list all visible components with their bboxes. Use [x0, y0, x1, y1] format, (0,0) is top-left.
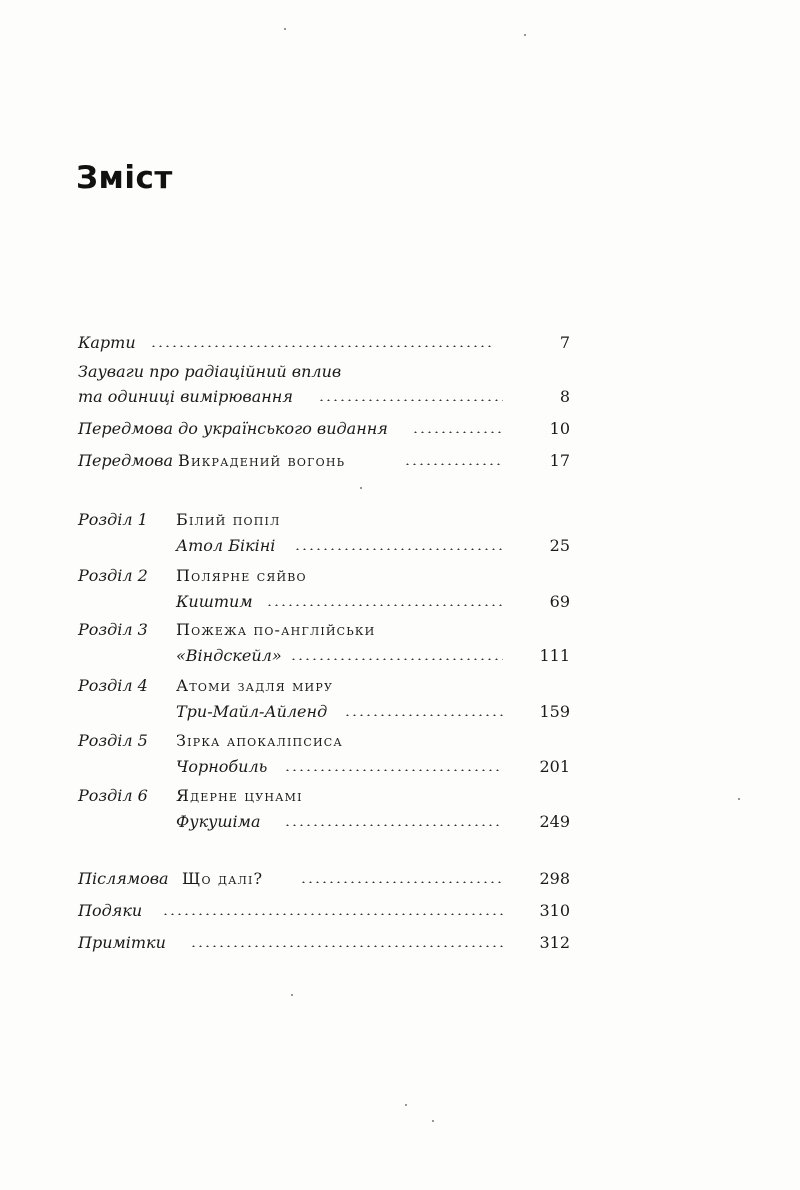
- scan-speck: [524, 34, 526, 36]
- leader-dots: [300, 881, 503, 883]
- toc-entry-label: Передмова: [78, 451, 174, 470]
- toc-chapter-6[interactable]: [0, 786, 800, 846]
- scan-speck: [738, 798, 740, 800]
- toc-entry-foreword[interactable]: [0, 451, 800, 477]
- toc-entry-title: Примітки: [78, 933, 166, 952]
- chapter-place: «Віндскейл»: [176, 646, 282, 665]
- chapter-label: Розділ 2: [78, 566, 148, 585]
- chapter-label: Розділ 5: [78, 731, 148, 750]
- chapter-place: Чорнобиль: [176, 757, 268, 776]
- toc-chapter-5[interactable]: [0, 731, 800, 791]
- chapter-place: Фукушіма: [176, 812, 261, 831]
- toc-entry-title: Зауваги про радіаційний вплив: [78, 362, 342, 381]
- leader-dots: [404, 463, 503, 465]
- toc-entry-ukrainian-foreword[interactable]: [0, 419, 800, 445]
- chapter-label: Розділ 4: [78, 676, 148, 695]
- toc-entry-label: Післямова: [78, 869, 169, 888]
- toc-page-number: 201: [539, 757, 570, 776]
- chapter-label: Розділ 3: [78, 620, 148, 639]
- scan-speck: [284, 28, 286, 30]
- toc-chapter-2[interactable]: [0, 566, 800, 626]
- scan-speck: [405, 1104, 407, 1106]
- toc-entry-subtitle: Що далі?: [182, 869, 264, 888]
- toc-entry-title: та одиниці вимірювання: [78, 387, 293, 406]
- leader-dots: [344, 714, 503, 716]
- toc-page-number: 69: [549, 592, 570, 611]
- scan-speck: [459, 945, 461, 947]
- toc-page-number: 298: [539, 869, 570, 888]
- leader-dots: [162, 913, 503, 915]
- scan-speck: [291, 994, 293, 996]
- leader-dots: [266, 604, 503, 606]
- chapter-label: Розділ 1: [78, 510, 148, 529]
- scan-speck: [432, 1120, 434, 1122]
- toc-chapter-1[interactable]: [0, 510, 800, 570]
- toc-page-number: 25: [549, 536, 570, 555]
- toc-entry-title: Подяки: [78, 901, 143, 920]
- toc-page-number: 10: [549, 419, 570, 438]
- toc-entry-acknowledgements[interactable]: [0, 901, 800, 927]
- chapter-heading: Атоми задля миру: [176, 676, 334, 695]
- toc-page-number: 159: [539, 702, 570, 721]
- chapter-heading: Полярне сяйво: [176, 566, 307, 585]
- chapter-heading: Ядерне цунамі: [176, 786, 303, 805]
- scan-speck: [360, 487, 362, 489]
- leader-dots: [284, 769, 503, 771]
- toc-page-number: 17: [549, 451, 570, 470]
- toc-entry-title: Передмова до українського видання: [78, 419, 388, 438]
- leader-dots: [284, 824, 503, 826]
- leader-dots: [412, 431, 503, 433]
- toc-page-number: 310: [539, 901, 570, 920]
- toc-chapter-3[interactable]: [0, 620, 800, 680]
- toc-entry-notes-back[interactable]: [0, 933, 800, 959]
- toc-chapter-4[interactable]: [0, 676, 800, 736]
- leader-dots: [294, 548, 503, 550]
- chapter-heading: Пожежа по-англійськи: [176, 620, 376, 639]
- toc-entry-notes-line1[interactable]: [0, 362, 800, 388]
- toc-page-number: 249: [539, 812, 570, 831]
- leader-dots: [318, 399, 503, 401]
- toc-page-number: 7: [559, 333, 570, 352]
- toc-entry-maps[interactable]: [0, 333, 800, 359]
- toc-entry-afterword[interactable]: [0, 869, 800, 895]
- chapter-heading: Білий попіл: [176, 510, 281, 529]
- toc-entry-subtitle: Викрадений вогонь: [178, 451, 346, 470]
- chapter-place: Атол Бікіні: [176, 536, 276, 555]
- leader-dots: [290, 658, 503, 660]
- page-title: Зміст: [76, 160, 173, 196]
- chapter-place: Три-Майл-Айленд: [176, 702, 328, 721]
- toc-page-number: 8: [559, 387, 570, 406]
- chapter-label: Розділ 6: [78, 786, 148, 805]
- leader-dots: [190, 945, 503, 947]
- chapter-place: Киштим: [176, 592, 253, 611]
- toc-entry-notes[interactable]: [0, 387, 800, 413]
- toc-page-number: 312: [539, 933, 570, 952]
- chapter-heading: Зірка апокаліпсиса: [176, 731, 343, 750]
- toc-page-number: 111: [539, 646, 570, 665]
- toc-entry-title: Карти: [78, 333, 136, 352]
- leader-dots: [150, 345, 495, 347]
